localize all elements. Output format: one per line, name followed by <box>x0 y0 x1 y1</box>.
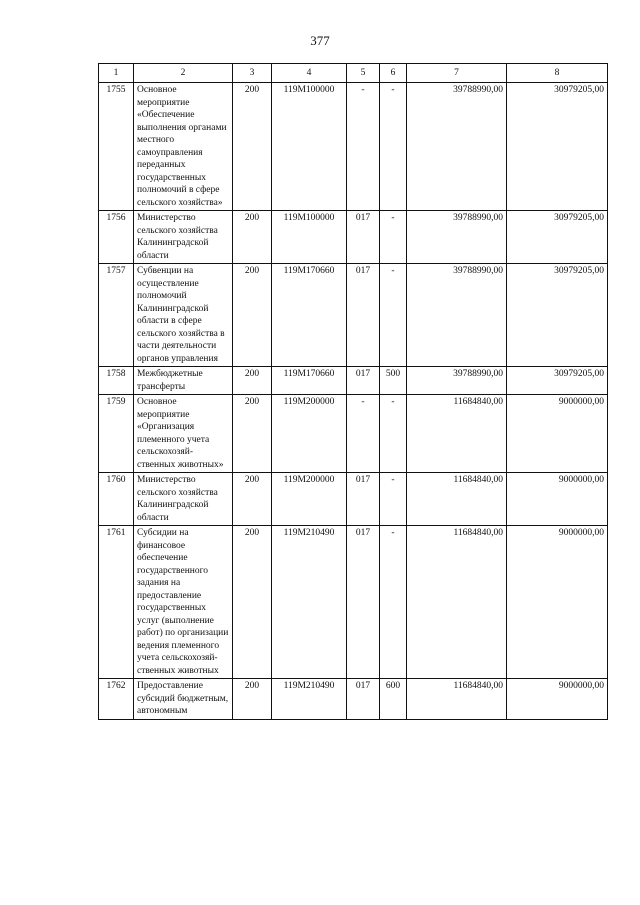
page-number: 377 <box>310 33 330 48</box>
amount-col-7: 39788990,00 <box>407 211 507 264</box>
item-name: Субвенции на осуществление полномочий Калининградской области в сфере сельского хозяйства в части деятельности органов управления <box>134 264 233 367</box>
row-number: 1762 <box>99 679 134 720</box>
ministry-code: 017 <box>347 473 380 526</box>
target-article-code: 119М100000 <box>272 211 347 264</box>
row-number: 1757 <box>99 264 134 367</box>
ministry-code: 017 <box>347 264 380 367</box>
row-number: 1761 <box>99 526 134 679</box>
table-row <box>99 264 608 367</box>
amount-col-7: 39788990,00 <box>407 367 507 395</box>
target-article-code: 119М100000 <box>272 83 347 211</box>
item-name: Субсидии на финансовое обеспечение государственного задания на предоставление государственных услуг (выполнение работ) по организации ведения племенного учета сельскохозяй-ственных животных <box>134 526 233 679</box>
column-header: 1 <box>99 64 134 83</box>
cell-code: 200 <box>233 395 272 473</box>
cell-code: 200 <box>233 679 272 720</box>
amount-col-8: 9000000,00 <box>507 526 608 679</box>
cell-code: 200 <box>233 83 272 211</box>
header-row <box>99 64 608 83</box>
item-name: Министерство сельского хозяйства Калининградской области <box>134 211 233 264</box>
amount-col-8: 9000000,00 <box>507 395 608 473</box>
row-number: 1755 <box>99 83 134 211</box>
table-row <box>99 367 608 395</box>
target-article-code: 119М210490 <box>272 679 347 720</box>
table-body <box>99 83 608 720</box>
amount-col-7: 11684840,00 <box>407 679 507 720</box>
amount-col-8: 9000000,00 <box>507 679 608 720</box>
expense-type-code: - <box>380 473 407 526</box>
item-name: Министерство сельского хозяйства Калининградской области <box>134 473 233 526</box>
table-row <box>99 83 608 211</box>
budget-table <box>98 63 608 720</box>
expense-type-code: - <box>380 83 407 211</box>
target-article-code: 119М200000 <box>272 473 347 526</box>
cell-code: 200 <box>233 211 272 264</box>
item-name: Основное мероприятие «Обеспечение выполнения органами местного самоуправления переданных государственных полномочий в сфере сельского хозяйства» <box>134 83 233 211</box>
expense-type-code: - <box>380 264 407 367</box>
amount-col-8: 30979205,00 <box>507 211 608 264</box>
amount-col-7: 39788990,00 <box>407 264 507 367</box>
column-header: 5 <box>347 64 380 83</box>
cell-code: 200 <box>233 367 272 395</box>
ministry-code: 017 <box>347 211 380 264</box>
target-article-code: 119М170660 <box>272 264 347 367</box>
table-row <box>99 211 608 264</box>
expense-type-code: - <box>380 395 407 473</box>
amount-col-7: 11684840,00 <box>407 473 507 526</box>
column-header: 3 <box>233 64 272 83</box>
item-name: Предоставление субсидий бюджетным, автономным <box>134 679 233 720</box>
amount-col-8: 30979205,00 <box>507 264 608 367</box>
amount-col-7: 11684840,00 <box>407 395 507 473</box>
column-header: 4 <box>272 64 347 83</box>
amount-col-7: 11684840,00 <box>407 526 507 679</box>
target-article-code: 119М210490 <box>272 526 347 679</box>
amount-col-8: 30979205,00 <box>507 367 608 395</box>
expense-type-code: 600 <box>380 679 407 720</box>
expense-type-code: 500 <box>380 367 407 395</box>
ministry-code: 017 <box>347 679 380 720</box>
ministry-code: - <box>347 395 380 473</box>
ministry-code: 017 <box>347 367 380 395</box>
table-row <box>99 395 608 473</box>
table-row <box>99 526 608 679</box>
row-number: 1756 <box>99 211 134 264</box>
expense-type-code: - <box>380 526 407 679</box>
target-article-code: 119М200000 <box>272 395 347 473</box>
row-number: 1760 <box>99 473 134 526</box>
cell-code: 200 <box>233 264 272 367</box>
column-header: 2 <box>134 64 233 83</box>
amount-col-8: 9000000,00 <box>507 473 608 526</box>
item-name: Межбюджетные трансферты <box>134 367 233 395</box>
row-number: 1758 <box>99 367 134 395</box>
amount-col-7: 39788990,00 <box>407 83 507 211</box>
ministry-code: 017 <box>347 526 380 679</box>
row-number: 1759 <box>99 395 134 473</box>
cell-code: 200 <box>233 473 272 526</box>
table-row <box>99 473 608 526</box>
amount-col-8: 30979205,00 <box>507 83 608 211</box>
column-header: 7 <box>407 64 507 83</box>
item-name: Основное мероприятие «Организация племенного учета сельскохозяй-ственных животных» <box>134 395 233 473</box>
cell-code: 200 <box>233 526 272 679</box>
expense-type-code: - <box>380 211 407 264</box>
column-header: 8 <box>507 64 608 83</box>
ministry-code: - <box>347 83 380 211</box>
column-header: 6 <box>380 64 407 83</box>
table-row <box>99 679 608 720</box>
target-article-code: 119М170660 <box>272 367 347 395</box>
